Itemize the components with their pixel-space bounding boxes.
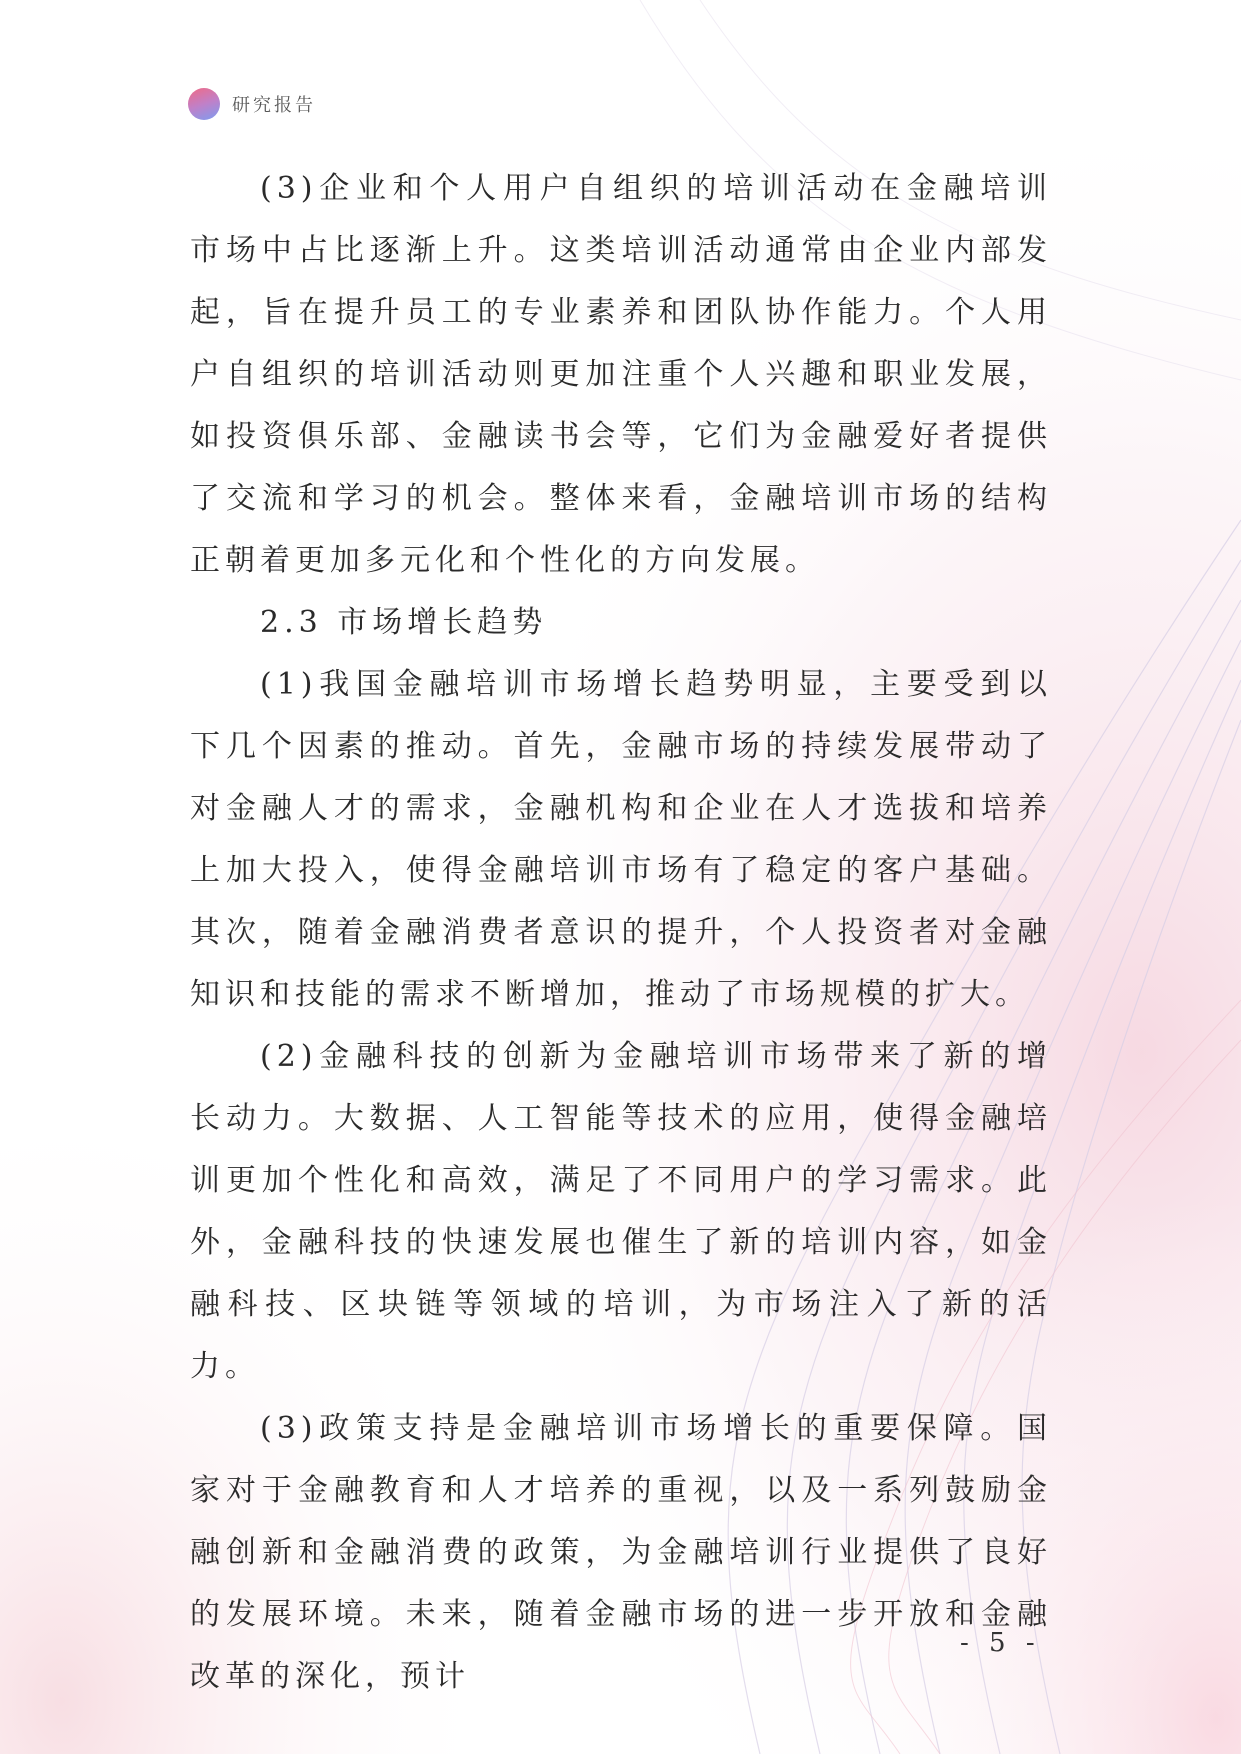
report-header <box>188 88 316 120</box>
logo-circle-icon <box>188 88 220 120</box>
document-body <box>190 158 1052 1708</box>
paragraph-3-user-organized-training: (3)企业和个人用户自组织的培训活动在金融培训市场中占比逐渐上升。这类培训活动通常由企业内部发起，旨在提升员工的专业素养和团队协作能力。个人用户自组织的培训活动则更加注重个人兴趣和职业发展，如投资俱乐部、金融读书会等，它们为金融爱好者提供了交流和学习的机会。整体来看，金融培训市场的结构正朝着更加多元化和个性化的方向发展。 <box>190 171 1052 578</box>
paragraph-3-policy-support: (3)政策支持是金融培训市场增长的重要保障。国家对于金融教育和人才培养的重视，以及一系列鼓励金融创新和金融消费的政策，为金融培训行业提供了良好的发展环境。未来，随着金融市场的进一步开放和金融改革的深化，预计 <box>190 1411 1052 1694</box>
section-heading-market-growth: 2.3 市场增长趋势 <box>260 605 548 640</box>
page-number: - 5 - <box>960 1628 1041 1658</box>
paragraph-2-fintech-innovation: (2)金融科技的创新为金融培训市场带来了新的增长动力。大数据、人工智能等技术的应用，使得金融培训更加个性化和高效，满足了不同用户的学习需求。此外，金融科技的快速发展也催生了新的培训内容，如金融科技、区块链等领域的培训，为市场注入了新的活力。 <box>190 1039 1052 1384</box>
header-title: 研究报告 <box>232 95 316 116</box>
paragraph-1-growth-trend: (1)我国金融培训市场增长趋势明显，主要受到以下几个因素的推动。首先，金融市场的持续发展带动了对金融人才的需求，金融机构和企业在人才选拔和培养上加大投入，使得金融培训市场有了稳定的客户基础。其次，随着金融消费者意识的提升，个人投资者对金融知识和技能的需求不断增加，推动了市场规模的扩大。 <box>190 667 1052 1012</box>
